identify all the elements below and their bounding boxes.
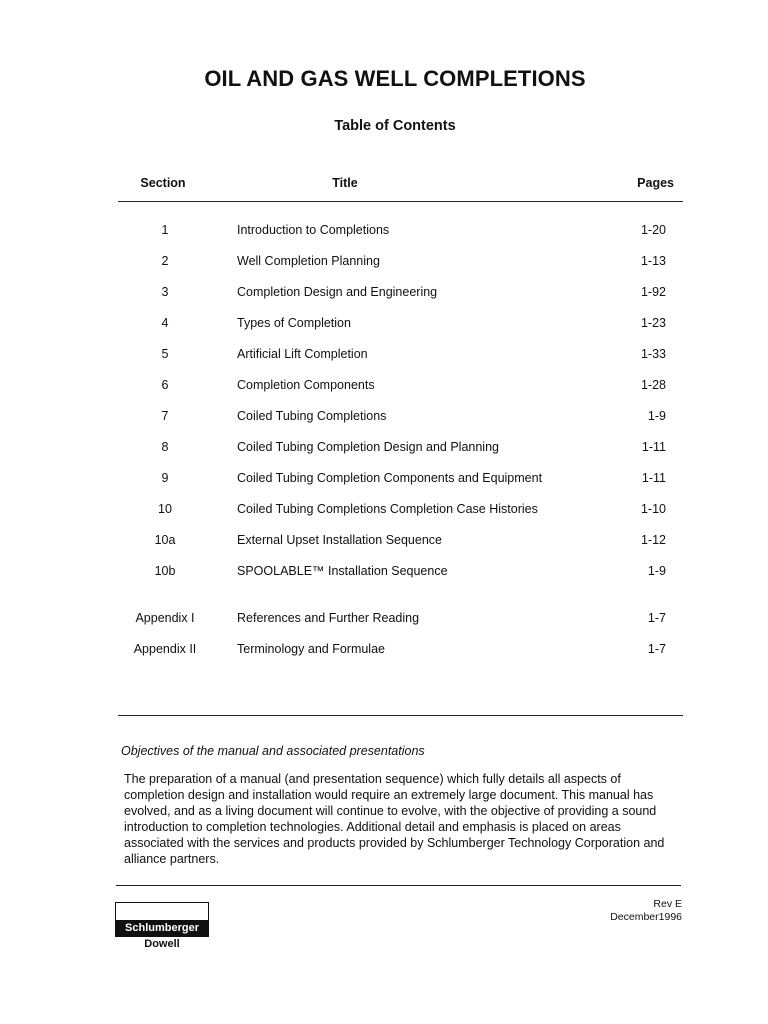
row-title: SPOOLABLE™ Installation Sequence <box>237 564 448 578</box>
row-pages: 1-23 <box>640 316 666 330</box>
row-pages: 1-92 <box>640 285 666 299</box>
row-title: External Upset Installation Sequence <box>237 533 442 547</box>
table-row <box>0 642 768 660</box>
objectives-body: The preparation of a manual (and presentation sequence) which fully details all aspects of completion design and installation would require an extremely large document. This manual has evolved, and as a living document will continue to evolve, with the objective of providing a sound introduction to completion technologies. Additional detail and emphasis is placed on areas associated with the services and products provided by Schlumberger Technology Corporation and alliance partners. <box>124 772 665 866</box>
logo-box <box>115 902 209 920</box>
objectives-heading: Objectives of the manual and associated presentations <box>121 744 425 758</box>
table-row <box>0 440 768 458</box>
table-row <box>0 347 768 365</box>
row-section: 5 <box>161 347 169 361</box>
row-pages: 1-33 <box>640 347 666 361</box>
row-title: Artificial Lift Completion <box>237 347 368 361</box>
row-pages: 1-28 <box>640 378 666 392</box>
table-row <box>0 564 768 582</box>
table-row <box>0 285 768 303</box>
column-header-pages: Pages <box>637 176 674 190</box>
column-header-section: Section <box>140 176 186 190</box>
revision-label: Rev E <box>653 898 682 910</box>
row-section: 8 <box>161 440 169 454</box>
row-title: Completion Design and Engineering <box>237 285 438 299</box>
row-section: 10b <box>154 564 176 578</box>
row-section: Appendix I <box>135 611 195 625</box>
row-pages: 1-10 <box>640 502 666 516</box>
table-row <box>0 502 768 520</box>
table-row <box>0 471 768 489</box>
document-subtitle: Table of Contents <box>334 118 456 134</box>
table-row <box>0 254 768 272</box>
row-section: 10 <box>158 502 172 516</box>
row-pages: 1-13 <box>640 254 666 268</box>
row-section: 7 <box>161 409 169 423</box>
row-pages: 1-11 <box>641 440 666 454</box>
row-section: 10a <box>154 533 176 547</box>
row-title: Completion Components <box>237 378 375 392</box>
row-pages: 1-20 <box>640 223 666 237</box>
document-title: OIL AND GAS WELL COMPLETIONS <box>204 66 586 91</box>
section-divider <box>118 715 683 716</box>
table-row <box>0 409 768 427</box>
row-pages: 1-7 <box>647 642 666 656</box>
row-section: 2 <box>161 254 169 268</box>
column-header-title: Title <box>332 176 358 190</box>
row-section: 6 <box>161 378 169 392</box>
row-section: 1 <box>161 223 169 237</box>
logo-subname: Dowell <box>144 938 180 950</box>
footer-divider <box>116 885 681 886</box>
logo-name: Schlumberger <box>115 920 209 937</box>
row-title: References and Further Reading <box>237 611 420 625</box>
row-pages: 1-9 <box>647 409 666 423</box>
row-title: Introduction to Completions <box>237 223 390 237</box>
table-row <box>0 223 768 241</box>
revision-info <box>610 898 682 924</box>
row-title: Coiled Tubing Completion Components and Equipment <box>237 471 543 485</box>
row-section: 3 <box>161 285 169 299</box>
row-pages: 1-7 <box>647 611 666 625</box>
table-row <box>0 316 768 334</box>
row-section: Appendix II <box>133 642 197 656</box>
table-row <box>0 533 768 551</box>
table-row <box>0 378 768 396</box>
row-pages: 1-12 <box>640 533 666 547</box>
row-title: Coiled Tubing Completions Completion Case Histories <box>237 502 538 516</box>
table-row <box>0 611 768 629</box>
row-section: 9 <box>161 471 169 485</box>
row-pages: 1-9 <box>647 564 666 578</box>
row-title: Terminology and Formulae <box>237 642 385 656</box>
row-title: Coiled Tubing Completion Design and Planning <box>237 440 499 454</box>
revision-date: December1996 <box>610 911 682 923</box>
company-logo <box>115 902 209 950</box>
row-title: Types of Completion <box>237 316 351 330</box>
row-pages: 1-11 <box>641 471 666 485</box>
row-section: 4 <box>161 316 169 330</box>
row-title: Coiled Tubing Completions <box>237 409 387 423</box>
row-title: Well Completion Planning <box>237 254 380 268</box>
